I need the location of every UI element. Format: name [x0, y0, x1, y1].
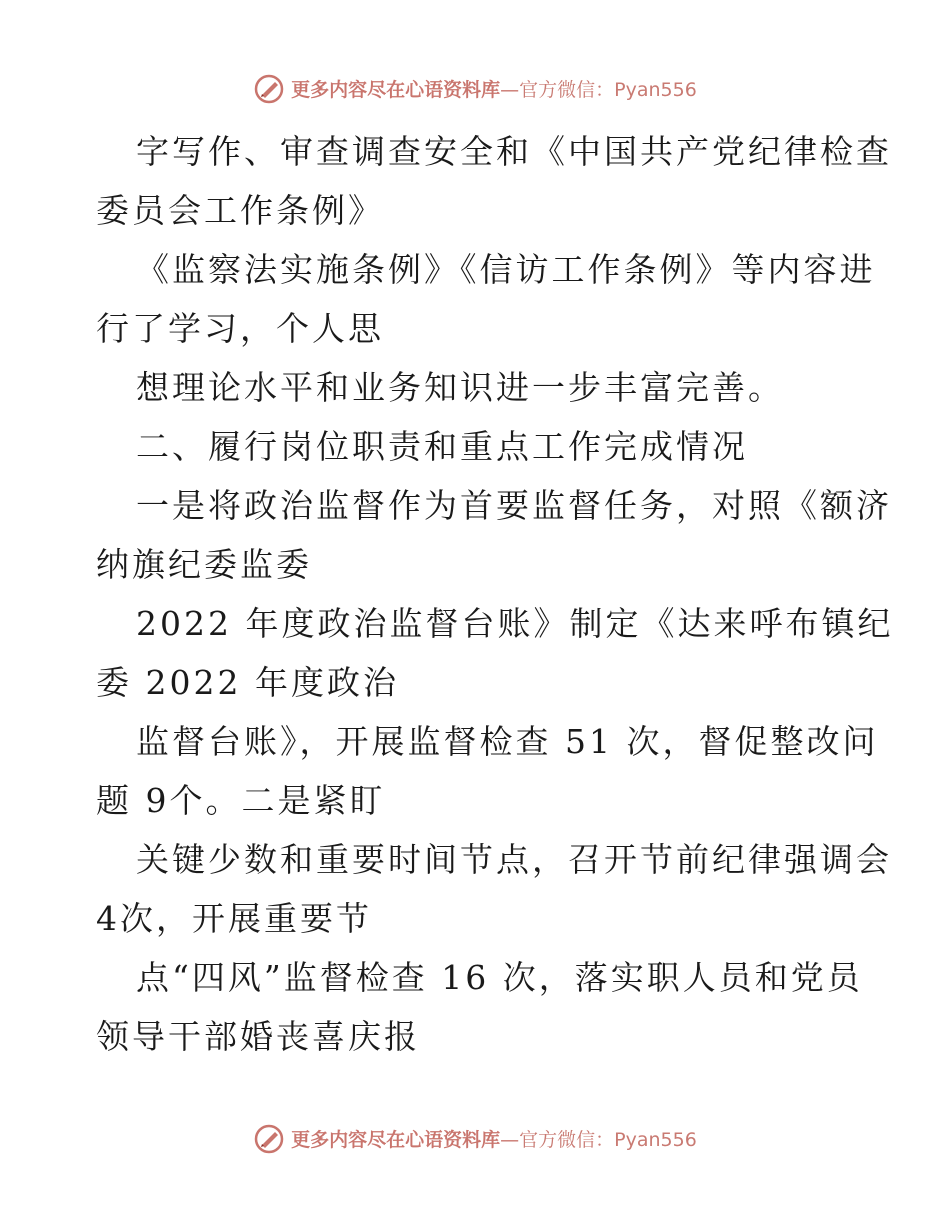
text-line: 监督台账》，开展监督检查 51 次，督促整改问 — [136, 722, 879, 761]
watermark-contact: 官方微信：Pyan556 — [519, 1129, 697, 1151]
text-line: 4次，开展重要节 — [96, 899, 372, 938]
text-line: 想理论水平和业务知识进一步丰富完善。 — [136, 368, 784, 407]
text-line: 题 9个。二是紧盯 — [96, 781, 386, 820]
section-heading: 二、履行岗位职责和重点工作完成情况 — [136, 427, 748, 466]
text-line: 委 2022 年度政治 — [96, 663, 399, 702]
footer-watermark — [0, 1122, 950, 1158]
text-line: 行了学习，个人思 — [96, 309, 384, 348]
document-body — [96, 122, 894, 1066]
text-line: 点“四风”监督检查 16 次，落实职人员和党员 — [136, 958, 863, 997]
watermark-logo-icon — [253, 1123, 285, 1155]
text-line: 纳旗纪委监委 — [96, 545, 312, 584]
watermark-separator: — — [500, 1129, 520, 1151]
text-line: 领导干部婚丧喜庆报 — [96, 1017, 420, 1056]
header-watermark — [0, 72, 950, 108]
watermark-separator: — — [500, 79, 520, 101]
watermark-main-text: 更多内容尽在心语资料库 — [291, 1129, 501, 1151]
text-line: 关键少数和重要时间节点，召开节前纪律强调会 — [136, 840, 892, 879]
text-line: 一是将政治监督作为首要监督任务，对照《额济 — [136, 486, 892, 525]
watermark-main-text: 更多内容尽在心语资料库 — [291, 79, 501, 101]
text-line: 字写作、审查调查安全和《中国共产党纪律检查 — [136, 132, 892, 171]
text-line: 委员会工作条例》 — [96, 191, 384, 230]
text-line: 2022 年度政治监督台账》制定《达来呼布镇纪 — [136, 604, 894, 643]
watermark-logo-icon — [253, 73, 285, 105]
text-line: 《监察法实施条例》《信访工作条例》等内容进 — [136, 250, 876, 289]
watermark-contact: 官方微信：Pyan556 — [519, 79, 697, 101]
